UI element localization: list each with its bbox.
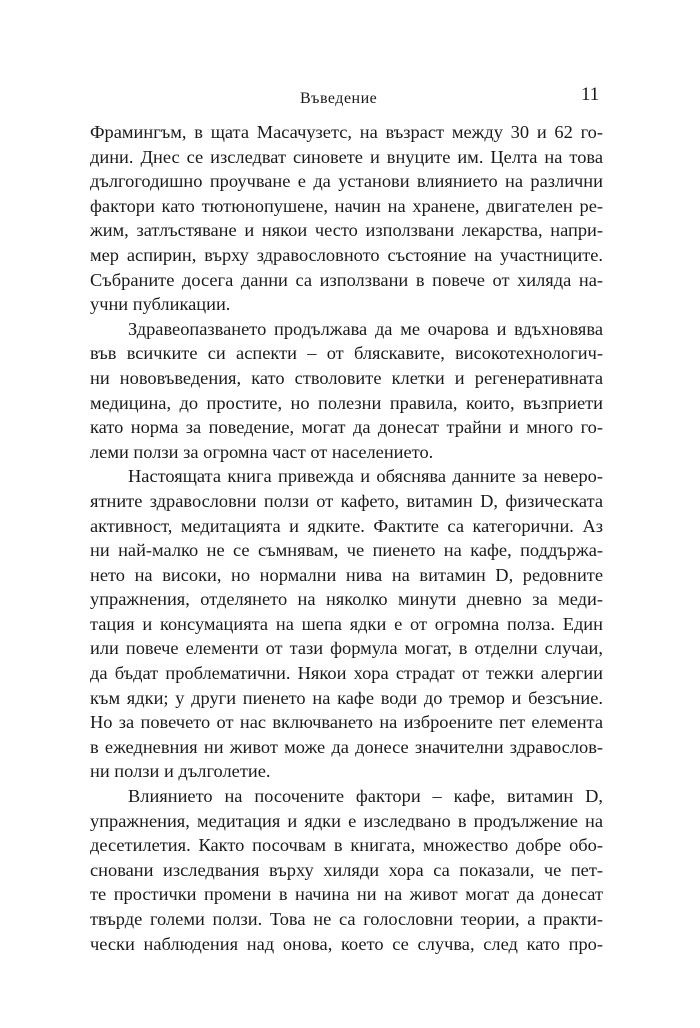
text-line: фактори като тютюнопушене, начин на хранене, двигателен ре- bbox=[90, 195, 603, 216]
text-line: упражнения, медитация и ядки е изследвано в продължение на bbox=[90, 810, 603, 831]
text-line: чески наблюдения над онова, което се случва, след като про- bbox=[90, 933, 603, 954]
text-line: Здравеопазването продължава да ме очарова и вдъхновява bbox=[128, 318, 603, 339]
text-line: Събраните досега данни са използвани в повече от хиляда на- bbox=[90, 269, 603, 290]
text-line: медицина, до простите, но полезни правила, които, възприети bbox=[90, 392, 603, 413]
text-line: като норма за поведение, могат да донесат трайни и много го- bbox=[90, 417, 603, 438]
text-line: ни нововъведения, като стволовите клетки и регенеративната bbox=[90, 367, 603, 388]
text-line: Настоящата книга привежда и обяснява данните за неверо- bbox=[128, 466, 603, 487]
text-line: или повече елементи от тази формула могат, в отделни случаи, bbox=[90, 638, 603, 659]
text-line: да бъдат проблематични. Някои хора страдат от тежки алергии bbox=[90, 663, 603, 684]
text-line: упражнения, отделянето на няколко минути дневно за меди- bbox=[90, 589, 603, 610]
body-text bbox=[90, 120, 603, 956]
text-line: ни ползи и дълголетие. bbox=[90, 761, 271, 782]
chapter-title: Въведение bbox=[300, 90, 378, 107]
text-line: твърде големи ползи. Това не са голословни теории, а практи- bbox=[90, 909, 603, 929]
text-line: десетилетия. Както посочвам в книгата, множество добре обо- bbox=[90, 835, 603, 856]
text-line: дългогодишно проучване е да установи влиянието на различни bbox=[90, 171, 603, 192]
text-line: Но за повечето от нас включването на изброените пет елемента bbox=[90, 712, 603, 733]
text-line: леми ползи за огромна част от населението. bbox=[90, 441, 434, 462]
text-line: дини. Днес се изследват синовете и внуците им. Целта на това bbox=[90, 146, 603, 167]
text-line: сновани изследвания върху хиляди хора са показали, че пет- bbox=[90, 859, 603, 880]
page-number: 11 bbox=[581, 84, 600, 105]
text-line: към ядки; у други пиенето на кафе води до тремор и безсъние. bbox=[90, 687, 603, 708]
text-line: учни публикации. bbox=[90, 294, 231, 315]
text-line: в ежедневния ни живот може да донесе значителни здравослов- bbox=[90, 736, 603, 757]
text-line: активност, медитацията и ядките. Фактите са категорични. Аз bbox=[90, 515, 603, 536]
text-line: нето на високи, но нормални нива на витамин D, редовните bbox=[90, 564, 603, 585]
text-line: ятните здравословни ползи от кафето, витамин D, физическата bbox=[90, 490, 603, 511]
text-line: във всичките си аспекти – от бляскавите, високотехнологич- bbox=[90, 343, 603, 364]
text-line: Фрамингъм, в щата Масачузетс, на възраст между 30 и 62 го- bbox=[90, 122, 603, 142]
text-line: жим, затлъстяване и някои често използвани лекарства, напри- bbox=[90, 220, 603, 241]
text-line: Влиянието на посочените фактори – кафе, витамин D, bbox=[128, 786, 603, 807]
text-line: тация и консумацията на шепа ядки е от огромна полза. Един bbox=[90, 613, 603, 634]
text-line: ни най-малко не се съмнявам, че пиенето на кафе, поддържа- bbox=[90, 540, 603, 561]
running-header bbox=[0, 84, 700, 114]
text-line: те простички промени в начина ни на живот могат да донесат bbox=[90, 884, 603, 905]
text-line: мер аспирин, върху здравословното състояние на участниците. bbox=[90, 244, 603, 265]
